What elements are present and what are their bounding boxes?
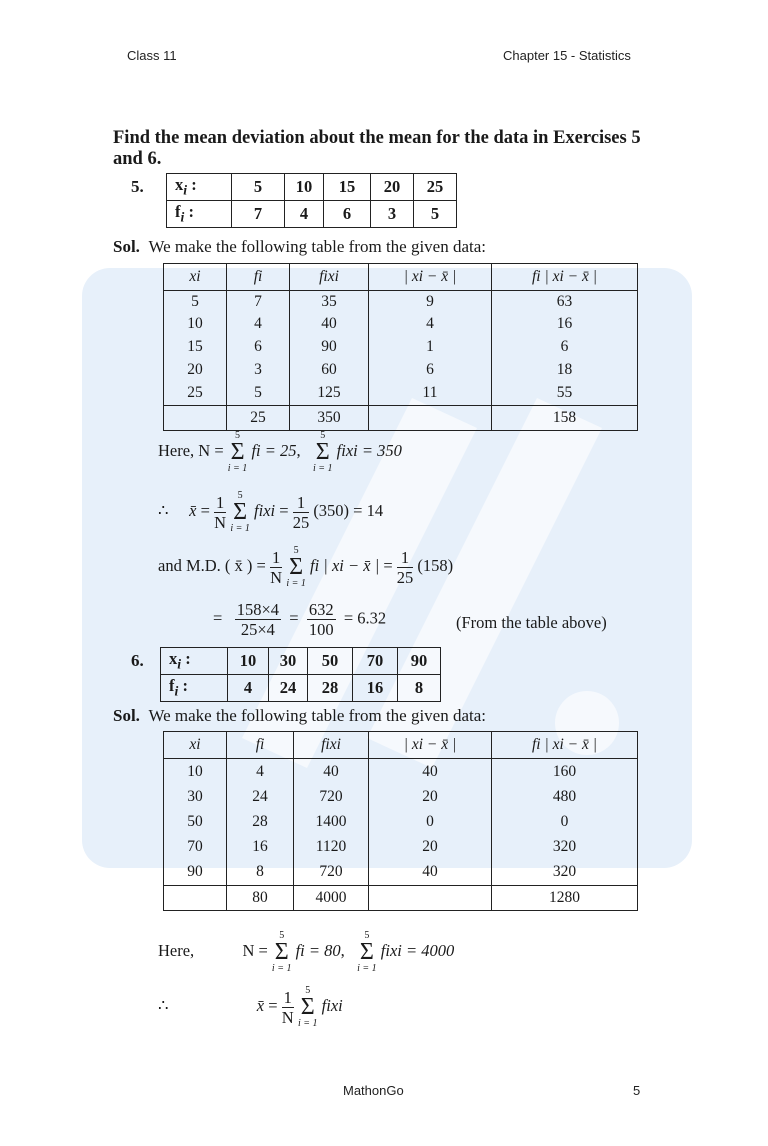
table-row bbox=[164, 785, 638, 810]
exercise-5-data-table bbox=[166, 173, 457, 228]
cell: 0 bbox=[492, 810, 638, 835]
col-header: fi bbox=[227, 732, 294, 759]
table-row bbox=[164, 759, 638, 785]
cell: 16 bbox=[492, 313, 638, 336]
cell: 125 bbox=[290, 382, 369, 406]
footer-brand: MathonGo bbox=[343, 1083, 404, 1098]
exercise-intro: Find the mean deviation about the mean for the data in Exercises 5 and 6. bbox=[113, 128, 641, 169]
cell: 80 bbox=[227, 886, 294, 911]
cell: 350 bbox=[290, 406, 369, 431]
cell: 0 bbox=[369, 810, 492, 835]
xi-label: $x_i$ : bbox=[167, 174, 232, 201]
x-value: 15 bbox=[324, 174, 371, 201]
cell: 15 bbox=[164, 336, 227, 359]
exercise-5-number: 5. bbox=[131, 177, 144, 196]
cell: 55 bbox=[492, 382, 638, 406]
f-value: 24 bbox=[269, 675, 308, 702]
cell: 6 bbox=[369, 359, 492, 382]
equation-n-5: Here, N = 5 Σ i = 1 fi = 25, 5 Σ i = 1 fixi = 350 bbox=[158, 430, 402, 474]
cell: 20 bbox=[164, 359, 227, 382]
f-value: 28 bbox=[308, 675, 353, 702]
cell: 20 bbox=[369, 835, 492, 860]
cell: 25 bbox=[164, 382, 227, 406]
cell bbox=[369, 886, 492, 911]
cell: 90 bbox=[290, 336, 369, 359]
sigma-symbol: 5 Σ i = 1 bbox=[271, 930, 292, 974]
x-value: 70 bbox=[353, 648, 398, 675]
equation-mean-5: ∴ x̄ = $\frac{1}{N}$ 5 Σ i = 1 fixi = $\frac{1}{25}$ (350) = 14 bbox=[158, 490, 384, 534]
col-header: | xi − x̄ | bbox=[369, 732, 492, 759]
cell: 4 bbox=[227, 313, 290, 336]
cell: 1280 bbox=[492, 886, 638, 911]
x-value: 25 bbox=[414, 174, 457, 201]
col-header: fixi bbox=[290, 264, 369, 291]
fi-label: $f_i$ : bbox=[167, 201, 232, 228]
cell: 5 bbox=[164, 291, 227, 313]
cell: 20 bbox=[369, 785, 492, 810]
col-header: xi bbox=[164, 732, 227, 759]
cell: 8 bbox=[227, 860, 294, 886]
cell: 90 bbox=[164, 860, 227, 886]
totals-row bbox=[164, 406, 638, 431]
table-row bbox=[164, 291, 638, 313]
cell: 11 bbox=[369, 382, 492, 406]
cell: 5 bbox=[227, 382, 290, 406]
cell: 60 bbox=[290, 359, 369, 382]
header-chapter: Chapter 15 - Statistics bbox=[503, 48, 631, 63]
x-value: 30 bbox=[269, 648, 308, 675]
cell: 158 bbox=[492, 406, 638, 431]
table-row bbox=[164, 359, 638, 382]
cell: 160 bbox=[492, 759, 638, 785]
cell: 4 bbox=[369, 313, 492, 336]
cell: 30 bbox=[164, 785, 227, 810]
cell: 50 bbox=[164, 810, 227, 835]
table-row bbox=[164, 860, 638, 886]
col-header: fi bbox=[227, 264, 290, 291]
f-value: 6 bbox=[324, 201, 371, 228]
sigma-symbol: 5 Σ i = 1 bbox=[230, 490, 250, 534]
cell: 320 bbox=[492, 835, 638, 860]
cell: 7 bbox=[227, 291, 290, 313]
equation-md-result-5: = $\frac{158\times 4}{25\times 4}$ = $\frac{632}{100}$ = 6.32 bbox=[213, 600, 387, 639]
equation-n-6: Here, N = 5 Σ i = 1 fi = 80, 5 Σ i = 1 fixi = 4000 bbox=[158, 930, 455, 974]
header-class: Class 11 bbox=[127, 48, 177, 63]
cell: 4000 bbox=[294, 886, 369, 911]
xi-label: $x_i$ : bbox=[161, 648, 228, 675]
cell: 16 bbox=[227, 835, 294, 860]
cell: 10 bbox=[164, 313, 227, 336]
f-value: 5 bbox=[414, 201, 457, 228]
equation-mean-6: ∴ x̄ = $\frac{1}{N}$ 5 Σ i = 1 fixi bbox=[158, 985, 343, 1029]
table-row bbox=[164, 835, 638, 860]
x-value: 10 bbox=[285, 174, 324, 201]
cell: 10 bbox=[164, 759, 227, 785]
cell: 40 bbox=[290, 313, 369, 336]
equation-md-5: and M.D. ( x̄ ) = $\frac{1}{N}$ 5 Σ i = 1 fi | xi − x̄ | = $\frac{1}{25}$ (158) bbox=[158, 545, 454, 589]
sigma-symbol: 5 Σ i = 1 bbox=[298, 985, 318, 1029]
sigma-symbol: 5 Σ i = 1 bbox=[286, 545, 306, 589]
exercise-6-data-table bbox=[160, 647, 441, 702]
sigma-symbol: 5 Σ i = 1 bbox=[357, 930, 377, 974]
solution-5-intro: Sol. We make the following table from the given data: bbox=[113, 237, 487, 256]
cell: 28 bbox=[227, 810, 294, 835]
f-value: 3 bbox=[371, 201, 414, 228]
cell: 40 bbox=[369, 860, 492, 886]
cell: 40 bbox=[369, 759, 492, 785]
sigma-symbol: 5 Σ i = 1 bbox=[227, 430, 248, 474]
page-number: 5 bbox=[633, 1083, 641, 1098]
table-row bbox=[164, 810, 638, 835]
cell: 1 bbox=[369, 336, 492, 359]
cell: 6 bbox=[227, 336, 290, 359]
solution-6-table bbox=[163, 731, 638, 911]
totals-row bbox=[164, 886, 638, 911]
col-header: xi bbox=[164, 264, 227, 291]
cell: 6 bbox=[492, 336, 638, 359]
cell: 70 bbox=[164, 835, 227, 860]
x-value: 5 bbox=[232, 174, 285, 201]
x-value: 20 bbox=[371, 174, 414, 201]
solution-5-table bbox=[163, 263, 638, 431]
sigma-symbol: 5 Σ i = 1 bbox=[313, 430, 333, 474]
cell: 4 bbox=[227, 759, 294, 785]
cell: 1120 bbox=[294, 835, 369, 860]
cell: 3 bbox=[227, 359, 290, 382]
table-row bbox=[164, 313, 638, 336]
f-value: 7 bbox=[232, 201, 285, 228]
cell: 35 bbox=[290, 291, 369, 313]
exercise-6-number: 6. bbox=[131, 651, 144, 670]
cell bbox=[164, 886, 227, 911]
cell: 720 bbox=[294, 860, 369, 886]
x-value: 90 bbox=[398, 648, 441, 675]
cell: 1400 bbox=[294, 810, 369, 835]
f-value: 8 bbox=[398, 675, 441, 702]
f-value: 4 bbox=[285, 201, 324, 228]
cell: 40 bbox=[294, 759, 369, 785]
x-value: 10 bbox=[228, 648, 269, 675]
cell bbox=[164, 406, 227, 431]
from-table-note: (From the table above) bbox=[456, 613, 607, 632]
f-value: 16 bbox=[353, 675, 398, 702]
table-row bbox=[164, 336, 638, 359]
cell: 63 bbox=[492, 291, 638, 313]
cell: 18 bbox=[492, 359, 638, 382]
cell: 24 bbox=[227, 785, 294, 810]
cell: 9 bbox=[369, 291, 492, 313]
fi-label: $f_i$ : bbox=[161, 675, 228, 702]
x-value: 50 bbox=[308, 648, 353, 675]
table-row bbox=[164, 382, 638, 406]
solution-6-intro: Sol. We make the following table from the given data: bbox=[113, 706, 487, 725]
col-header: fi | xi − x̄ | bbox=[492, 732, 638, 759]
cell: 25 bbox=[227, 406, 290, 431]
cell: 480 bbox=[492, 785, 638, 810]
cell: 720 bbox=[294, 785, 369, 810]
col-header: fixi bbox=[294, 732, 369, 759]
cell bbox=[369, 406, 492, 431]
col-header: fi | xi − x̄ | bbox=[492, 264, 638, 291]
col-header: | xi − x̄ | bbox=[369, 264, 492, 291]
f-value: 4 bbox=[228, 675, 269, 702]
cell: 320 bbox=[492, 860, 638, 886]
